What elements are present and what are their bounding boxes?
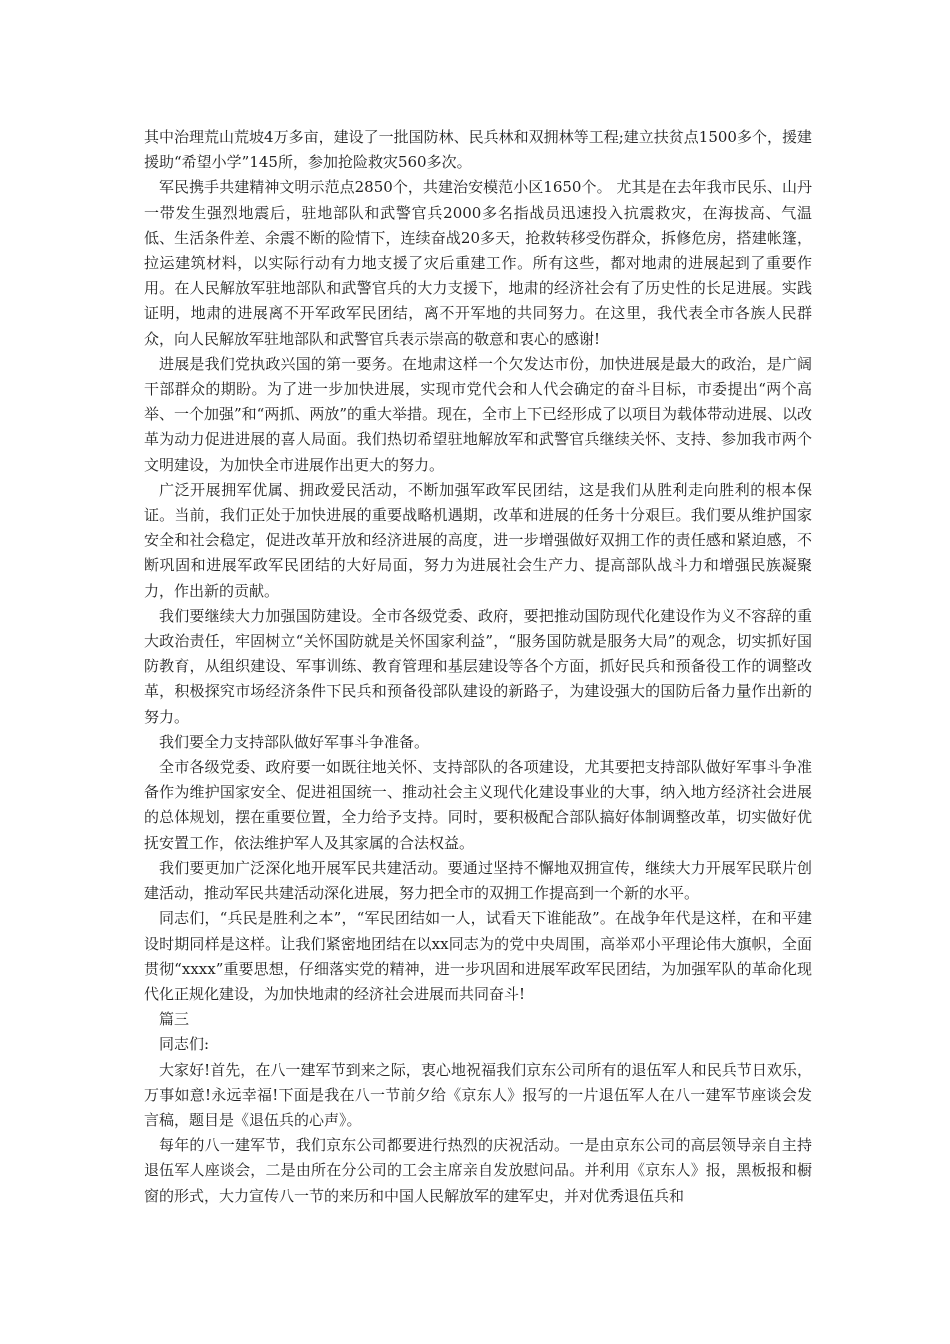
section-heading: 篇三 bbox=[159, 1010, 190, 1029]
paragraph-4: 广泛开展拥军优属、拥政爱民活动，不断加强军政军民团结，这是我们从胜利走向胜利的根本保证。当前，我们正处于加快进展的重要战略机遇期，改革和进展的任务十分艰巨。我们要从维护国家安全和社会稳定，促进改革开放和经济进展的高度，进一步增强做好双拥工作的责任感和紧迫感，不断巩固和进展军政军民团结的大好局面，努力为进展社会生产力、提高部队战斗力和增强民族凝聚力，作出新的贡献。 bbox=[144, 480, 812, 600]
paragraph-13: 每年的八一建军节，我们京东公司都要进行热烈的庆祝活动。一是由京东公司的高层领导亲自主持退伍军人座谈会，二是由所在分公司的工会主席亲自发放慰问品。并利用《京东人》报，黑板报和橱窗的形式，大力宣传八一节的来历和中国人民解放军的建军史，并对优秀退伍兵和 bbox=[144, 1136, 812, 1205]
paragraph-8: 我们要更加广泛深化地开展军民共建活动。要通过坚持不懈地双拥宣传，继续大力开展军民联片创建活动，推动军民共建活动深化进展，努力把全市的双拥工作提高到一个新的水平。 bbox=[144, 858, 812, 903]
paragraph-1: 其中治理荒山荒坡4万多亩，建设了一批国防林、民兵林和双拥林等工程;建立扶贫点1500多个，援建援助“希望小学”145所，参加抢险救灾560多次。 bbox=[144, 128, 812, 172]
document-body bbox=[144, 125, 812, 1209]
salutation: 同志们: bbox=[159, 1035, 210, 1054]
paragraph-3: 进展是我们党执政兴国的第一要务。在地肃这样一个欠发达市份，加快进展是最大的政治，是广阔干部群众的期盼。为了进一步加快进展，实现市党代会和人代会确定的奋斗目标，市委提出“两个高举、一个加强”和“两抓、两放”的重大举措。现在，全市上下已经形成了以项目为载体带动进展、以改革为动力促进进展的喜人局面。我们热切希望驻地解放军和武警官兵继续关怀、支持、参加我市两个文明建设，为加快全市进展作出更大的努力。 bbox=[144, 354, 813, 474]
paragraph-2: 军民携手共建精神文明示范点2850个，共建治安模范小区1650个。 尤其是在去年我市民乐、山丹一带发生强烈地震后，驻地部队和武警官兵2000多名指战员迅速投入抗震救灾，在海拔高、气温低、生活条件差、余震不断的险情下，连续奋战20多天，抢救转移受伤群众，拆修危房，搭建帐篷，拉运建筑材料，以实际行动有力地支援了灾后重建工作。所有这些，都对地肃的进展起到了重要作用。在人民解放军驻地部队和武警官兵的大力支援下，地肃的经济社会有了历史性的长足进展。实践证明，地肃的进展离不开军政军民团结，离不开军地的共同努力。在这里，我代表全市各族人民群众，向人民解放军驻地部队和武警官兵表示崇高的敬意和衷心的感谢! bbox=[144, 178, 812, 348]
paragraph-6: 我们要全力支持部队做好军事斗争准备。 bbox=[159, 732, 430, 751]
paragraph-7: 全市各级党委、政府要一如既往地关怀、支持部队的各项建设，尤其要把支持部队做好军事斗争准备作为维护国家安全、促进祖国统一、推动社会主义现代化建设事业的大事，纳入地方经济社会进展的总体规划，摆在重要位置，全力给予支持。同时，要积极配合部队搞好体制调整改革，切实做好优抚安置工作，依法维护军人及其家属的合法权益。 bbox=[144, 758, 812, 852]
paragraph-9: 同志们，“兵民是胜利之本”，“军民团结如一人，试看天下谁能敌”。在战争年代是这样，在和平建设时期同样是这样。让我们紧密地团结在以xx同志为的党中央周围，高举邓小平理论伟大旗帜，全面贯彻“xxxx”重要思想，仔细落实党的精神，进一步巩固和进展军政军民团结，为加强军队的革命化现代化正规化建设，为加快地肃的经济社会进展而共同奋斗! bbox=[144, 909, 812, 1003]
paragraph-5: 我们要继续大力加强国防建设。全市各级党委、政府，要把推动国防现代化建设作为义不容辞的重大政治责任，牢固树立“关怀国防就是关怀国家利益”，“服务国防就是服务大局”的观念，切实抓好国防教育，从组织建设、军事训练、教育管理和基层建设等各个方面，抓好民兵和预备役工作的调整改革，积极探究市场经济条件下民兵和预备役部队建设的新路子，为建设强大的国防后备力量作出新的努力。 bbox=[144, 606, 812, 726]
paragraph-12: 大家好!首先，在八一建军节到来之际，衷心地祝福我们京东公司所有的退伍军人和民兵节日欢乐，万事如意!永远幸福!下面是我在八一节前夕给《京东人》报写的一片退伍军人在八一建军节座谈会发言稿，题目是《退伍兵的心声》。 bbox=[144, 1060, 812, 1129]
